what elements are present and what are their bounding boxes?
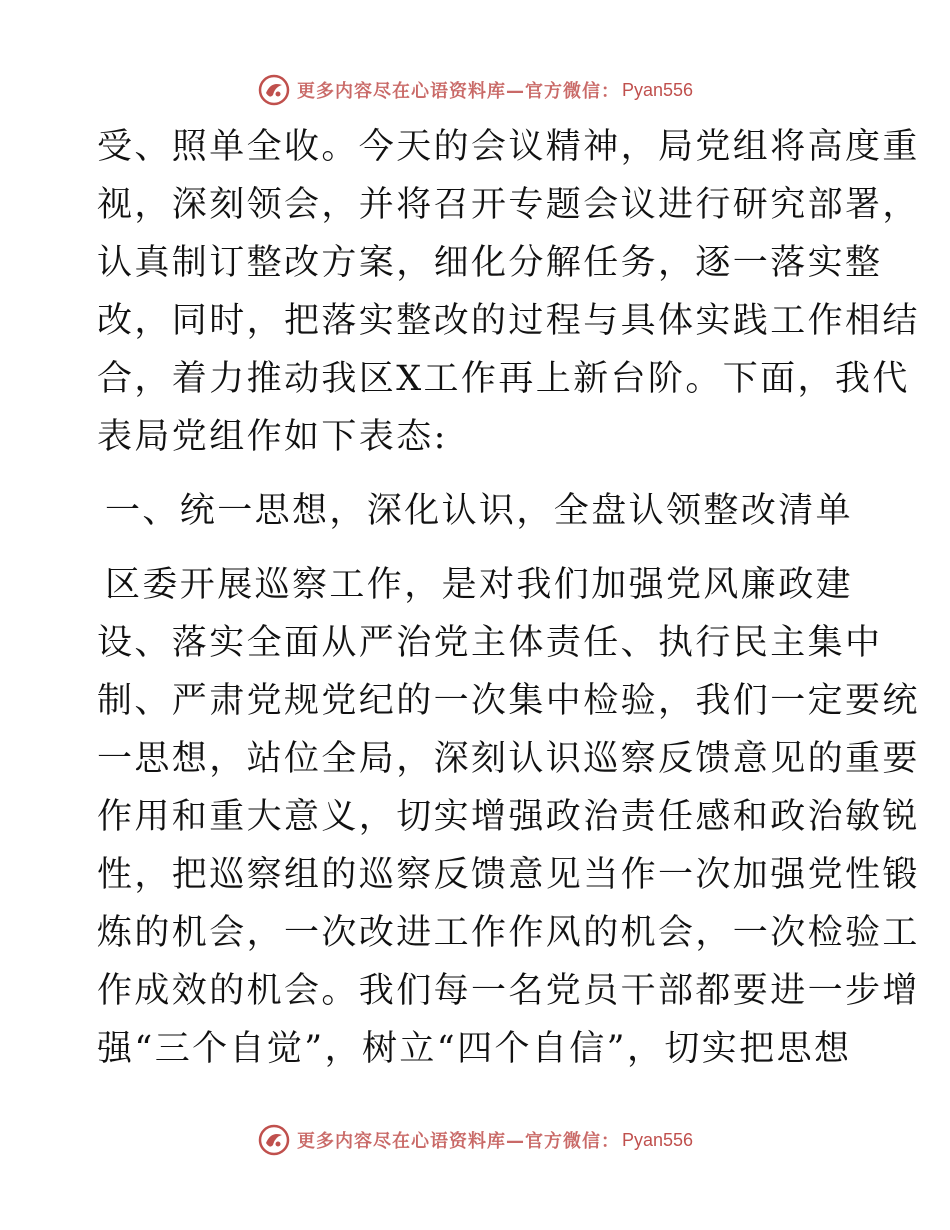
red-swirl-logo-icon xyxy=(257,1123,291,1157)
paragraph-line: 制、严肃党规党纪的一次集中检验，我们一定要统 xyxy=(97,681,920,721)
paragraph-line: 性，把巡察组的巡察反馈意见当作一次加强党性锻 xyxy=(97,855,920,895)
watermark-text: 更多内容尽在心语资料库—官方微信： xyxy=(296,1131,620,1152)
paragraph-line: 合，着力推动我区X工作再上新台阶。下面，我代 xyxy=(97,359,910,399)
watermark-text: 更多内容尽在心语资料库—官方微信： xyxy=(296,81,620,102)
header-watermark xyxy=(0,70,950,110)
watermark-wechat-id: Pyan556 xyxy=(621,79,694,100)
paragraph-line: 一思想，站位全局，深刻认识巡察反馈意见的重要 xyxy=(97,739,920,779)
red-swirl-logo-icon xyxy=(257,73,291,107)
paragraph-line: 强“三个自觉”，树立“四个自信”，切实把思想 xyxy=(97,1029,852,1069)
paragraph-line: 区委开展巡察工作，是对我们加强党风廉政建 xyxy=(105,565,854,605)
paragraph-line: 受、照单全收。今天的会议精神，局党组将高度重 xyxy=(97,127,920,167)
paragraph-line: 视，深刻领会，并将召开专题会议进行研究部署， xyxy=(97,185,920,225)
paragraph-line: 作用和重大意义，切实增强政治责任感和政治敏锐 xyxy=(97,797,920,837)
paragraph-line: 炼的机会，一次改进工作作风的机会，一次检验工 xyxy=(97,913,920,953)
paragraph-line: 改，同时，把落实整改的过程与具体实践工作相结 xyxy=(97,301,920,341)
paragraph-line: 认真制订整改方案，细化分解任务，逐一落实整 xyxy=(97,243,883,283)
watermark-wechat-id: Pyan556 xyxy=(621,1129,694,1150)
document-body xyxy=(97,118,920,1078)
section-heading: 一、统一思想，深化认识，全盘认领整改清单 xyxy=(105,491,854,531)
paragraph-line: 表局党组作如下表态: xyxy=(97,417,448,457)
footer-watermark xyxy=(0,1120,950,1160)
paragraph-line: 设、落实全面从严治党主体责任、执行民主集中 xyxy=(97,623,883,663)
paragraph-line: 作成效的机会。我们每一名党员干部都要进一步增 xyxy=(97,971,920,1011)
